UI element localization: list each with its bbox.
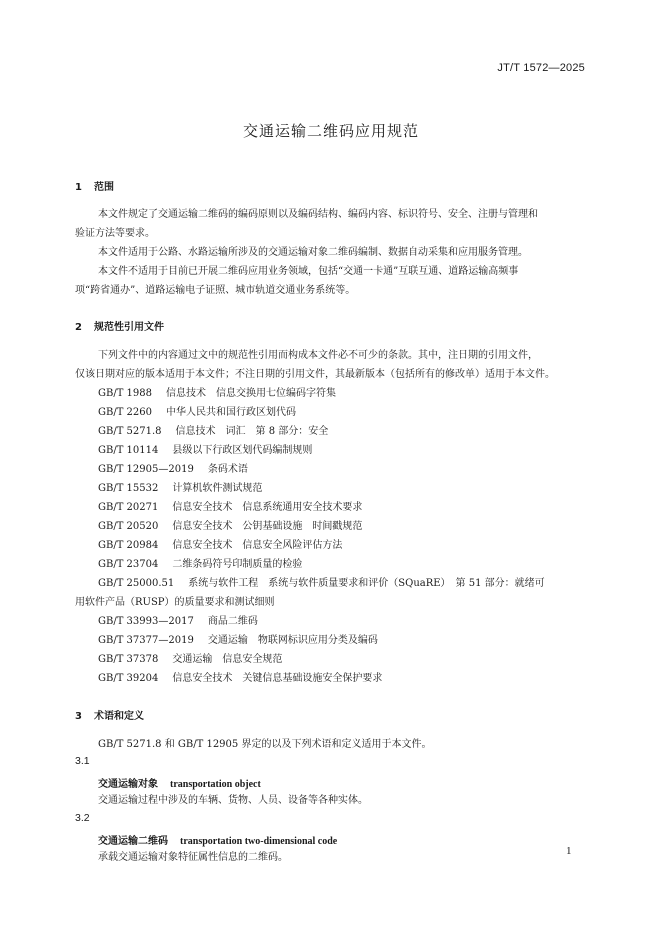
reference-item [98,558,302,571]
reference-item [98,520,362,533]
reference-item [98,577,545,590]
section-title: 术语和定义 [94,711,144,722]
term-definition: 交通运输过程中涉及的车辆、货物、人员、设备等各种实体。 [98,795,368,806]
reference-title: 用软件产品（RUSP）的质量要求和测试细则 [75,597,275,608]
reference-code: GB/T 2260 [98,407,153,418]
reference-item [98,482,262,495]
reference-title: 信息安全技术 公钥基础设施 时间戳规范 [172,521,363,532]
reference-code: GB/T 25000.51 [98,578,175,589]
reference-code: GB/T 1988 [98,388,153,399]
reference-code: GB/T 20520 [98,521,159,532]
term-number: 3.1 [75,755,90,767]
reference-code: GB/T 20271 [98,502,159,513]
term-entry [98,832,337,847]
term-zh: 交通运输对象 [98,779,158,790]
term-zh: 交通运输二维码 [98,836,168,847]
term-number: 3.2 [75,812,90,824]
reference-title: 交通运输 物联网标识应用分类及编码 [207,635,378,646]
term-entry [98,775,261,790]
reference-item [98,634,378,647]
term-definition: 承载交通运输对象特征属性信息的二维码。 [98,852,288,863]
reference-item [98,501,362,514]
reference-item [98,463,248,476]
reference-item [98,425,328,438]
reference-title: 信息安全技术 信息安全风险评估方法 [172,540,343,551]
reference-item-continued [75,596,275,609]
document-title: 交通运输二维码应用规范 [242,122,419,140]
reference-title: 中华人民共和国行政区划代码 [166,407,297,418]
reference-title: 交通运输 信息安全规范 [172,654,283,665]
section-number: 3 [75,711,82,722]
reference-title: 信息安全技术 信息系统通用安全技术要求 [172,502,363,513]
reference-code: GB/T 15532 [98,483,159,494]
paragraph-line: 项“跨省通办”、道路运输电子证照、城市轨道交通业务系统等。 [75,285,356,296]
term-en: transportation object [170,779,261,790]
section-title: 范围 [94,182,114,193]
standard-code: JT/T 1572—2025 [497,62,585,74]
reference-item [98,653,282,666]
paragraph-line: 本文件不适用于目前已开展二维码应用业务领域，包括“交通一卡通”互联互通、道路运输高频事 [98,266,519,277]
reference-title: 计算机软件测试规范 [172,483,263,494]
section-2-heading [75,318,164,333]
section-3-heading [75,707,144,722]
section-1-heading [75,178,114,193]
page-number: 1 [566,845,572,857]
reference-code: GB/T 12905—2019 [98,464,194,475]
reference-item [98,387,336,400]
reference-title: 商品二维码 [207,616,258,627]
paragraph-line: GB/T 5271.8 和 GB/T 12905 界定的以及下列术语和定义适用于本文件。 [98,739,432,750]
reference-code: GB/T 37378 [98,654,159,665]
reference-code: GB/T 23704 [98,559,159,570]
reference-item [98,615,258,628]
reference-title: 县级以下行政区划代码编制规则 [172,445,313,456]
reference-title: 系统与软件工程 系统与软件质量要求和评价（SQuaRE） 第 51 部分：就绪可 [188,578,545,589]
reference-title: 信息技术 信息交换用七位编码字符集 [166,388,337,399]
paragraph-line: 仅该日期对应的版本适用于本文件；不注日期的引用文件，其最新版本（包括所有的修改单）适用于本文件。 [75,369,555,380]
paragraph-line: 本文件适用于公路、水路运输所涉及的交通运输对象二维码编制、数据自动采集和应用服务管理。 [98,247,528,258]
section-number: 1 [75,182,82,193]
reference-title: 条码术语 [207,464,248,475]
reference-title: 信息技术 词汇 第 8 部分：安全 [175,426,329,437]
paragraph-line: 本文件规定了交通运输二维码的编码原则以及编码结构、编码内容、标识符号、安全、注册与管理和 [98,209,538,220]
reference-code: GB/T 39204 [98,673,159,684]
reference-item [98,539,342,552]
reference-code: GB/T 5271.8 [98,426,162,437]
reference-item [98,672,382,685]
reference-code: GB/T 37377—2019 [98,635,194,646]
paragraph-line: 下列文件中的内容通过文中的规范性引用而构成本文件必不可少的条款。其中，注日期的引用文件， [98,350,538,361]
reference-code: GB/T 20984 [98,540,159,551]
reference-item [98,444,312,457]
reference-code: GB/T 33993—2017 [98,616,194,627]
term-en: transportation two-dimensional code [180,836,338,847]
reference-title: 信息安全技术 关键信息基础设施安全保护要求 [172,673,383,684]
reference-item [98,406,296,419]
reference-code: GB/T 10114 [98,445,159,456]
section-number: 2 [75,322,82,333]
paragraph-line: 验证方法等要求。 [75,228,155,239]
section-title: 规范性引用文件 [94,322,164,333]
reference-title: 二维条码符号印制质量的检验 [172,559,303,570]
